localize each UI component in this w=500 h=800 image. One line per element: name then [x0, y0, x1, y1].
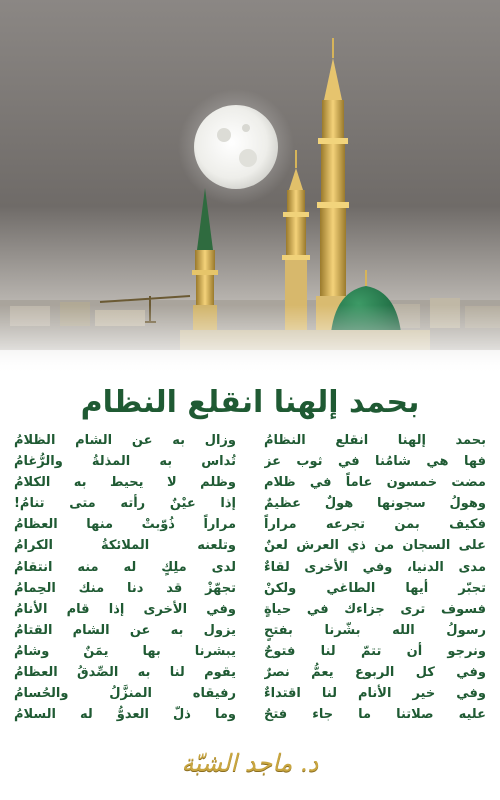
verse-line: وفي خير الأنام لنا اقتداءٌ: [264, 686, 486, 702]
scene-illustration: [0, 0, 500, 375]
verse-line: وهولُ سجونها هولٌ عظيمٌ: [264, 496, 486, 512]
verse-line: إذا عيْنٌ رأته متى تنامُ!: [14, 496, 236, 512]
verse-line: لدى ملِكٍ له منه انتقامُ: [14, 559, 236, 575]
verse-line: وظلم لا يحيط به الكلامُ: [14, 475, 236, 491]
verse-line: تجبّر أيها الطاغي ولكنْ: [264, 580, 486, 596]
verse-line: رفيقاه المنزَّلُ والحُسامُ: [14, 686, 236, 702]
verse-line: على السجان من ذي العرش لعنٌ: [264, 538, 486, 554]
verse-line: فسوف ترى جزاءك في حياةٍ: [264, 601, 486, 617]
poet-signature: د. ماجد الشبّة: [181, 749, 319, 777]
verse-line: تجهّزْ قد دنا منك الحِمامُ: [14, 580, 236, 596]
verse-line: وفي الأخرى إذا قام الأنامُ: [14, 601, 236, 617]
verse-line: مراراً ذُوّبتْ منها العظامُ: [14, 517, 236, 533]
poem-title: بحمد إلهنا انقلع النظام: [80, 385, 420, 420]
verse-line: رسولُ الله بشّرنا بفتحٍ: [264, 622, 486, 638]
verse-line: مدى الدنيا، وفي الأخرى لقاءٌ: [264, 559, 486, 575]
verse-line: بحمد إلهنا انقلع النظامُ: [264, 433, 486, 448]
verse-line: وما ذلّ العدوُّ له السلامُ: [14, 707, 236, 723]
poem-verses: [14, 430, 486, 730]
verse-line: فها هي شامُنا في ثوب عز: [264, 454, 486, 470]
left-verse-column: [14, 430, 236, 730]
verse-line: يقوم لنا به الصِّدقُ العظامُ: [14, 665, 236, 681]
right-verse-column: [264, 430, 486, 730]
full-moon-icon: [178, 89, 294, 205]
mosque-moon-scene: [0, 0, 500, 375]
verse-line: مضت خمسون عاماً في ظلام: [264, 475, 486, 491]
verse-line: ونرجو أن تتمّ لنا فتوحٌ: [264, 643, 486, 659]
verse-line: فكيف بمن تجرعه مراراً: [264, 517, 486, 533]
verse-line: يبشرنا بها يمَنٌ وشامُ: [14, 643, 236, 659]
verse-line: عليه صلاتنا ما جاء فتحٌ: [264, 707, 486, 723]
verse-line: وزال به عن الشام الظلامُ: [14, 433, 236, 448]
verse-line: وفي كل الربوع يعمُّ نصرٌ: [264, 665, 486, 681]
verse-line: تُداس به المذلةُ والرُّغامُ: [14, 454, 236, 470]
verse-line: يزول به عن الشام القتامُ: [14, 622, 236, 638]
verse-line: وتلعنه الملائكةُ الكرامُ: [14, 538, 236, 554]
